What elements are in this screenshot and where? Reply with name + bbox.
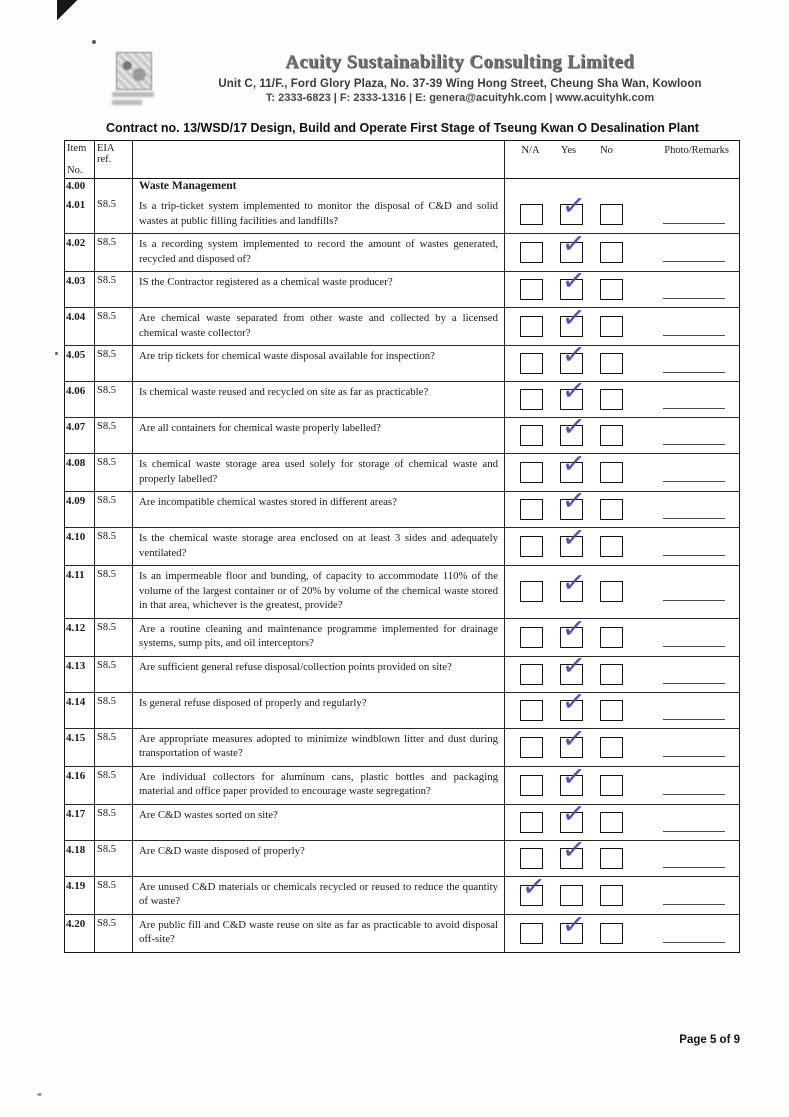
remarks-line[interactable] (663, 444, 725, 445)
question-text: Is chemical waste reused and recycled on site as far as practicable? (133, 382, 505, 417)
checkbox-na[interactable] (520, 848, 543, 869)
answer-cell (505, 346, 739, 381)
question-text: Are a routine cleaning and maintenance programme implemented for drainage systems, sump pits, and oil interceptors? (133, 619, 505, 656)
table-row (65, 272, 739, 308)
checkbox-na[interactable] (520, 923, 543, 944)
checkbox-no[interactable] (600, 316, 623, 337)
question-text: Are incompatible chemical wastes stored in different areas? (133, 492, 505, 527)
item-number: 4.15 (65, 729, 95, 766)
checkbox-no[interactable] (600, 627, 623, 648)
item-number: 4.12 (65, 619, 95, 656)
remarks-line[interactable] (663, 298, 725, 299)
eia-ref: S8.5 (95, 877, 133, 914)
letterhead (180, 52, 740, 104)
remarks-line[interactable] (663, 683, 725, 684)
checkbox-na[interactable] (520, 353, 543, 374)
checkbox-na[interactable] (520, 775, 543, 796)
company-logo (116, 52, 152, 90)
checkbox-na[interactable] (520, 536, 543, 557)
eia-ref: S8.5 (95, 657, 133, 692)
header-question-spacer (133, 141, 505, 178)
checkbox-no[interactable] (600, 700, 623, 721)
question-text: Are all containers for chemical waste properly labelled? (133, 418, 505, 453)
item-number: 4.20 (65, 915, 95, 952)
checkbox-no[interactable] (600, 389, 623, 410)
answer-cell (505, 566, 739, 618)
item-number: 4.06 (65, 382, 95, 417)
eia-ref: S8.5 (95, 454, 133, 491)
table-header-row (65, 141, 739, 179)
answer-cell (505, 657, 739, 692)
remarks-line[interactable] (663, 335, 725, 336)
checkbox-no[interactable] (600, 923, 623, 944)
answer-cell (505, 272, 739, 307)
answer-cell (505, 729, 739, 766)
checkbox-na[interactable] (520, 627, 543, 648)
item-number: 4.07 (65, 418, 95, 453)
table-row (65, 693, 739, 729)
question-text: Is a recording system implemented to record the amount of wastes generated, recycled and disposed of? (133, 234, 505, 271)
remarks-line[interactable] (663, 942, 725, 943)
remarks-line[interactable] (663, 518, 725, 519)
eia-ref: S8.5 (95, 528, 133, 565)
item-number: 4.01 (65, 196, 95, 233)
remarks-line[interactable] (663, 600, 725, 601)
checkbox-no[interactable] (600, 279, 623, 300)
item-number: 4.11 (65, 566, 95, 618)
checkbox-no[interactable] (600, 425, 623, 446)
item-number: 4.05 (65, 346, 95, 381)
contract-title: Contract no. 13/WSD/17 Design, Build and Operate First Stage of Tseung Kwan O Desalination Plant (106, 121, 699, 135)
table-row (65, 877, 739, 915)
eia-ref: S8.5 (95, 841, 133, 876)
checkbox-yes[interactable] (560, 627, 583, 648)
remarks-line[interactable] (663, 646, 725, 647)
checkbox-na[interactable] (520, 737, 543, 758)
table-row (65, 566, 739, 619)
eia-ref: S8.5 (95, 382, 133, 417)
answer-cell (505, 877, 739, 914)
checkbox-na[interactable] (520, 389, 543, 410)
answer-cell (505, 382, 739, 417)
answer-cell (505, 805, 739, 840)
section-row (65, 179, 739, 196)
item-number: 4.09 (65, 492, 95, 527)
question-text: Is the chemical waste storage area enclosed on at least 3 sides and adequately ventilated? (133, 528, 505, 565)
checkbox-no[interactable] (600, 581, 623, 602)
checkbox-na[interactable] (520, 885, 543, 906)
remarks-line[interactable] (663, 555, 725, 556)
remarks-line[interactable] (663, 867, 725, 868)
table-row (65, 657, 739, 693)
checkbox-na[interactable] (520, 499, 543, 520)
answer-cell (505, 234, 739, 271)
checkbox-na[interactable] (520, 581, 543, 602)
remarks-line[interactable] (663, 794, 725, 795)
checkbox-na[interactable] (520, 812, 543, 833)
header-remarks: Photo/Remarks (664, 145, 729, 156)
checkbox-yes[interactable] (560, 425, 583, 446)
company-address: Unit C, 11/F., Ford Glory Plaza, No. 37-39 Wing Hong Street, Cheung Sha Wan, Kowloon (218, 78, 702, 90)
remarks-line[interactable] (663, 719, 725, 720)
eia-ref: S8.5 (95, 693, 133, 728)
table-row (65, 841, 739, 877)
checkbox-yes[interactable] (560, 885, 583, 906)
checkbox-no[interactable] (600, 204, 623, 225)
scan-artifact (55, 352, 58, 355)
eia-ref: S8.5 (95, 729, 133, 766)
remarks-line[interactable] (663, 408, 725, 409)
section-title: Waste Management (133, 179, 505, 196)
checkbox-no[interactable] (600, 848, 623, 869)
checkbox-na[interactable] (520, 242, 543, 263)
checkbox-yes[interactable] (560, 737, 583, 758)
eia-ref: S8.5 (95, 767, 133, 804)
answer-cell (505, 418, 739, 453)
item-number: 4.02 (65, 234, 95, 271)
eia-ref: S8.5 (95, 234, 133, 271)
header-answer-columns (505, 141, 739, 178)
checkbox-no[interactable] (600, 737, 623, 758)
question-text: Are chemical waste separated from other waste and collected by a licensed chemical waste collector? (133, 308, 505, 345)
checkbox-yes[interactable] (560, 581, 583, 602)
checkbox-yes[interactable] (560, 316, 583, 337)
item-number: 4.17 (65, 805, 95, 840)
eia-ref: S8.5 (95, 566, 133, 618)
checkbox-no[interactable] (600, 242, 623, 263)
table-row (65, 619, 739, 657)
checkbox-yes[interactable] (560, 775, 583, 796)
checkbox-na[interactable] (520, 204, 543, 225)
checkbox-yes[interactable] (560, 279, 583, 300)
table-row (65, 767, 739, 805)
table-row (65, 729, 739, 767)
checkbox-na[interactable] (520, 462, 543, 483)
item-number: 4.10 (65, 528, 95, 565)
question-text: Are unused C&D materials or chemicals recycled or reused to reduce the quantity of waste? (133, 877, 505, 914)
answer-cell (505, 454, 739, 491)
answer-cell (505, 915, 739, 952)
checkbox-no[interactable] (600, 462, 623, 483)
logo-caption (112, 92, 154, 108)
table-row (65, 454, 739, 492)
eia-ref: S8.5 (95, 308, 133, 345)
remarks-line[interactable] (663, 223, 725, 224)
scan-corner-mark (57, 0, 81, 24)
table-row (65, 805, 739, 841)
table-row (65, 418, 739, 454)
header-na: N/A (521, 145, 540, 156)
checkbox-na[interactable] (520, 279, 543, 300)
eia-ref: S8.5 (95, 418, 133, 453)
section-eia-spacer (95, 179, 133, 196)
checkbox-no[interactable] (600, 353, 623, 374)
checkbox-na[interactable] (520, 425, 543, 446)
question-text: Are trip tickets for chemical waste disposal available for inspection? (133, 346, 505, 381)
checkbox-yes[interactable] (560, 499, 583, 520)
eia-ref: S8.5 (95, 196, 133, 233)
section-answer-spacer (505, 179, 739, 196)
answer-cell (505, 308, 739, 345)
table-row (65, 196, 739, 234)
checkbox-yes[interactable] (560, 462, 583, 483)
header-eia-ref: EIA ref. (95, 141, 133, 178)
checkbox-yes[interactable] (560, 848, 583, 869)
item-number: 4.13 (65, 657, 95, 692)
remarks-line[interactable] (663, 904, 725, 905)
question-text: Is an impermeable floor and bunding, of capacity to accommodate 110% of the volume of the largest container or of 20% by volume of the chemical waste stored in that area, whichever is the greatest, provide? (133, 566, 505, 618)
checkbox-no[interactable] (600, 536, 623, 557)
checkbox-yes[interactable] (560, 923, 583, 944)
checkbox-na[interactable] (520, 316, 543, 337)
question-text: Are sufficient general refuse disposal/collection points provided on site? (133, 657, 505, 692)
header-no: No (600, 145, 613, 156)
eia-ref: S8.5 (95, 272, 133, 307)
scan-artifact (37, 1093, 42, 1096)
table-row (65, 492, 739, 528)
answer-cell (505, 492, 739, 527)
eia-ref: S8.5 (95, 915, 133, 952)
item-number: 4.16 (65, 767, 95, 804)
checkbox-yes[interactable] (560, 812, 583, 833)
checkbox-yes[interactable] (560, 700, 583, 721)
checkbox-yes[interactable] (560, 353, 583, 374)
table-row (65, 382, 739, 418)
question-text: Is chemical waste storage area used solely for storage of chemical waste and properly labelled? (133, 454, 505, 491)
item-number: 4.14 (65, 693, 95, 728)
eia-ref: S8.5 (95, 619, 133, 656)
checkbox-no[interactable] (600, 499, 623, 520)
answer-cell (505, 196, 739, 233)
item-number: 4.03 (65, 272, 95, 307)
item-number: 4.18 (65, 841, 95, 876)
item-number: 4.19 (65, 877, 95, 914)
remarks-line[interactable] (663, 481, 725, 482)
table-row (65, 308, 739, 346)
header-item-line2: No. (67, 165, 83, 176)
question-text: IS the Contractor registered as a chemical waste producer? (133, 272, 505, 307)
remarks-line[interactable] (663, 831, 725, 832)
eia-ref: S8.5 (95, 346, 133, 381)
eia-ref: S8.5 (95, 805, 133, 840)
header-yes: Yes (560, 145, 577, 156)
question-text: Are individual collectors for aluminum cans, plastic bottles and packaging material and office paper provided to encourage waste segregation? (133, 767, 505, 804)
answer-cell (505, 528, 739, 565)
table-row (65, 346, 739, 382)
checkbox-yes[interactable] (560, 664, 583, 685)
question-text: Is a trip-ticket system implemented to monitor the disposal of C&D and solid wastes at public filling facilities and landfills? (133, 196, 505, 233)
checkbox-no[interactable] (600, 885, 623, 906)
remarks-line[interactable] (663, 261, 725, 262)
checkbox-yes[interactable] (560, 389, 583, 410)
question-text: Are C&D wastes sorted on site? (133, 805, 505, 840)
checkbox-yes[interactable] (560, 204, 583, 225)
checkbox-no[interactable] (600, 812, 623, 833)
item-number: 4.08 (65, 454, 95, 491)
header-item-no (65, 141, 95, 178)
checkbox-no[interactable] (600, 775, 623, 796)
company-contact: T: 2333-6823 | F: 2333-1316 | E: genera@acuityhk.com | www.acuityhk.com (265, 92, 655, 104)
table-row (65, 528, 739, 566)
question-text: Are C&D waste disposed of properly? (133, 841, 505, 876)
checkbox-yes[interactable] (560, 242, 583, 263)
table-row (65, 915, 739, 952)
table-body (65, 196, 739, 952)
checkbox-yes[interactable] (560, 536, 583, 557)
eia-ref: S8.5 (95, 492, 133, 527)
section-item-number: 4.00 (65, 179, 95, 196)
question-text: Are public fill and C&D waste reuse on site as far as practicable to avoid disposal off-site? (133, 915, 505, 952)
question-text: Are appropriate measures adopted to minimize windblown litter and dust during transportation of waste? (133, 729, 505, 766)
scan-artifact (92, 40, 96, 44)
page-number: Page 5 of 9 (679, 1034, 740, 1046)
item-number: 4.04 (65, 308, 95, 345)
remarks-line[interactable] (663, 756, 725, 757)
table-row (65, 234, 739, 272)
checklist-table (64, 140, 740, 953)
checkbox-no[interactable] (600, 664, 623, 685)
answer-cell (505, 767, 739, 804)
checkbox-na[interactable] (520, 664, 543, 685)
question-text: Is general refuse disposed of properly and regularly? (133, 693, 505, 728)
company-name: Acuity Sustainability Consulting Limited (285, 52, 635, 73)
checkbox-na[interactable] (520, 700, 543, 721)
answer-cell (505, 693, 739, 728)
remarks-line[interactable] (663, 372, 725, 373)
header-item-line1: Item (67, 143, 87, 154)
answer-cell (505, 619, 739, 656)
